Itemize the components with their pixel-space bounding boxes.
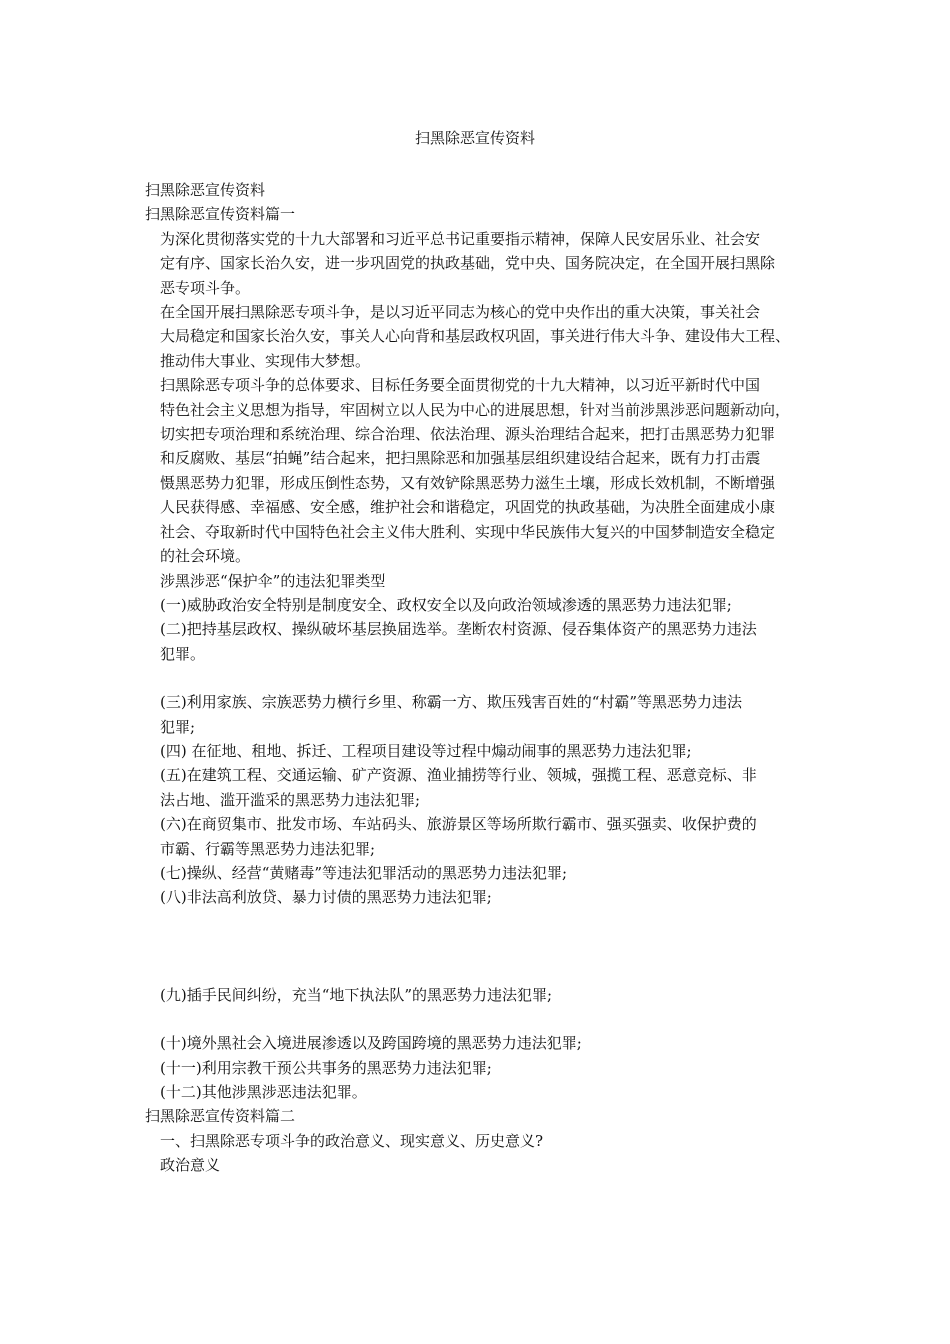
text-line: 大局稳定和国家长治久安，事关人心向背和基层政权巩固，事关进行伟大斗争、建设伟大工程、 [160, 327, 791, 346]
text-line: 社会、夺取新时代中国特色社会主义伟大胜利、实现中华民族伟大复兴的中国梦制造安全稳定 [160, 522, 776, 541]
text-line: 犯罪; [160, 717, 196, 736]
text-line: 和反腐败、基层“拍蝇”结合起来，把扫黑除恶和加强基层组织建设结合起来，既有力打击震 [160, 449, 761, 468]
text-line: (四) 在征地、租地、拆迁、工程项目建设等过程中煽动闹事的黑恶势力违法犯罪; [160, 741, 692, 760]
text-line: (九)插手民间纠纷，充当“地下执法队”的黑恶势力违法犯罪; [160, 985, 553, 1004]
blank-line [145, 1007, 805, 1031]
crime-type-item [145, 983, 805, 1007]
crime-type-item [145, 812, 805, 861]
crime-type-item [145, 861, 805, 885]
crime-type-item [145, 1056, 805, 1080]
crime-type-item [145, 690, 805, 739]
text-line: 定有序、国家长治久安，进一步巩固党的执政基础，党中央、国务院决定，在全国开展扫黑除 [160, 254, 776, 273]
text-line: (六)在商贸集市、批发市场、车站码头、旅游景区等场所欺行霸市、强买强卖、收保护费的 [160, 815, 757, 834]
types-heading: 涉黑涉恶“保护伞”的违法犯罪类型 [160, 571, 386, 590]
text-line: (十二)其他涉黑涉恶违法犯罪。 [160, 1083, 367, 1101]
paragraph-intro [145, 227, 805, 300]
subheading-political-significance: 政治意义 [160, 1156, 221, 1175]
paragraph-decision [145, 300, 805, 373]
text-line: 特色社会主义思想为指导，牢固树立以人民为中心的进展思想，针对当前涉黑涉恶问题新动向， [160, 400, 791, 419]
crime-type-item [145, 739, 805, 763]
document-body [145, 178, 805, 1178]
text-line: 的社会环境。 [160, 547, 251, 566]
text-line: 为深化贯彻落实党的十九大部署和习近平总书记重要指示精神，保障人民安居乐业、社会安 [160, 229, 761, 248]
text-line: (一)威胁政治安全特别是制度安全、政权安全以及向政治领域渗透的黑恶势力违法犯罪; [160, 595, 732, 614]
text-line: 切实把专项治理和系统治理、综合治理、依法治理、源头治理结合起来，把打击黑恶势力犯罪 [160, 425, 776, 444]
section-heading-1: 扫黑除恶宣传资料篇一 [145, 205, 296, 224]
crime-type-item [145, 1080, 805, 1104]
crime-type-item [145, 885, 805, 909]
text-line: 法占地、滥开滥采的黑恶势力违法犯罪; [160, 790, 421, 809]
text-line: (二)把持基层政权、操纵破坏基层换届选举。垄断农村资源、侵吞集体资产的黑恶势力违法 [160, 620, 757, 639]
text-line: 犯罪。 [160, 644, 206, 663]
text-line: 扫黑除恶专项斗争的总体要求、目标任务要全面贯彻党的十九大精神，以习近平新时代中国 [160, 376, 761, 395]
text-line: 恶专项斗争。 [160, 278, 251, 297]
document-title: 扫黑除恶宣传资料 [414, 129, 535, 147]
blank-line [145, 666, 805, 690]
crime-type-item [145, 1031, 805, 1055]
text-line: (八)非法高利放贷、暴力讨债的黑恶势力违法犯罪; [160, 888, 492, 907]
text-line: (十)境外黑社会入境进展渗透以及跨国跨境的黑恶势力违法犯罪; [160, 1034, 582, 1053]
text-line: 慑黑恶势力犯罪，形成压倒性态势，又有效铲除黑恶势力滋生土壤，形成长效机制，不断增强 [160, 473, 776, 492]
text-line: 在全国开展扫黑除恶专项斗争，是以习近平同志为核心的党中央作出的重大决策，事关社会 [160, 303, 761, 322]
paragraph-requirements [145, 373, 805, 568]
text-line: (五)在建筑工程、交通运输、矿产资源、渔业捕捞等行业、领城，强揽工程、恶意竞标、非 [160, 766, 757, 785]
blank-space [145, 910, 805, 983]
crime-type-item [145, 617, 805, 666]
text-line: (七)操纵、经营“黄赌毒”等违法犯罪活动的黑恶势力违法犯罪; [160, 863, 568, 882]
question-heading: 一、扫黑除恶专项斗争的政治意义、现实意义、历史意义? [160, 1131, 544, 1150]
document-heading: 扫黑除恶宣传资料 [145, 181, 266, 199]
text-line: (三)利用家族、宗族恶势力横行乡里、称霸一方、欺压残害百姓的“村霸”等黑恶势力违法 [160, 693, 743, 712]
text-line: 市霸、行霸等黑恶势力违法犯罪; [160, 839, 376, 858]
text-line: (十一)利用宗教干预公共事务的黑恶势力违法犯罪; [160, 1058, 492, 1077]
crime-type-item [145, 763, 805, 812]
section-heading-2: 扫黑除恶宣传资料篇二 [145, 1107, 296, 1126]
text-line: 推动伟大事业、实现伟大梦想。 [160, 351, 371, 370]
crime-type-item [145, 593, 805, 617]
text-line: 人民获得感、幸福感、安全感，维护社会和谐稳定，巩固党的执政基础，为决胜全面建成小康 [160, 498, 776, 517]
